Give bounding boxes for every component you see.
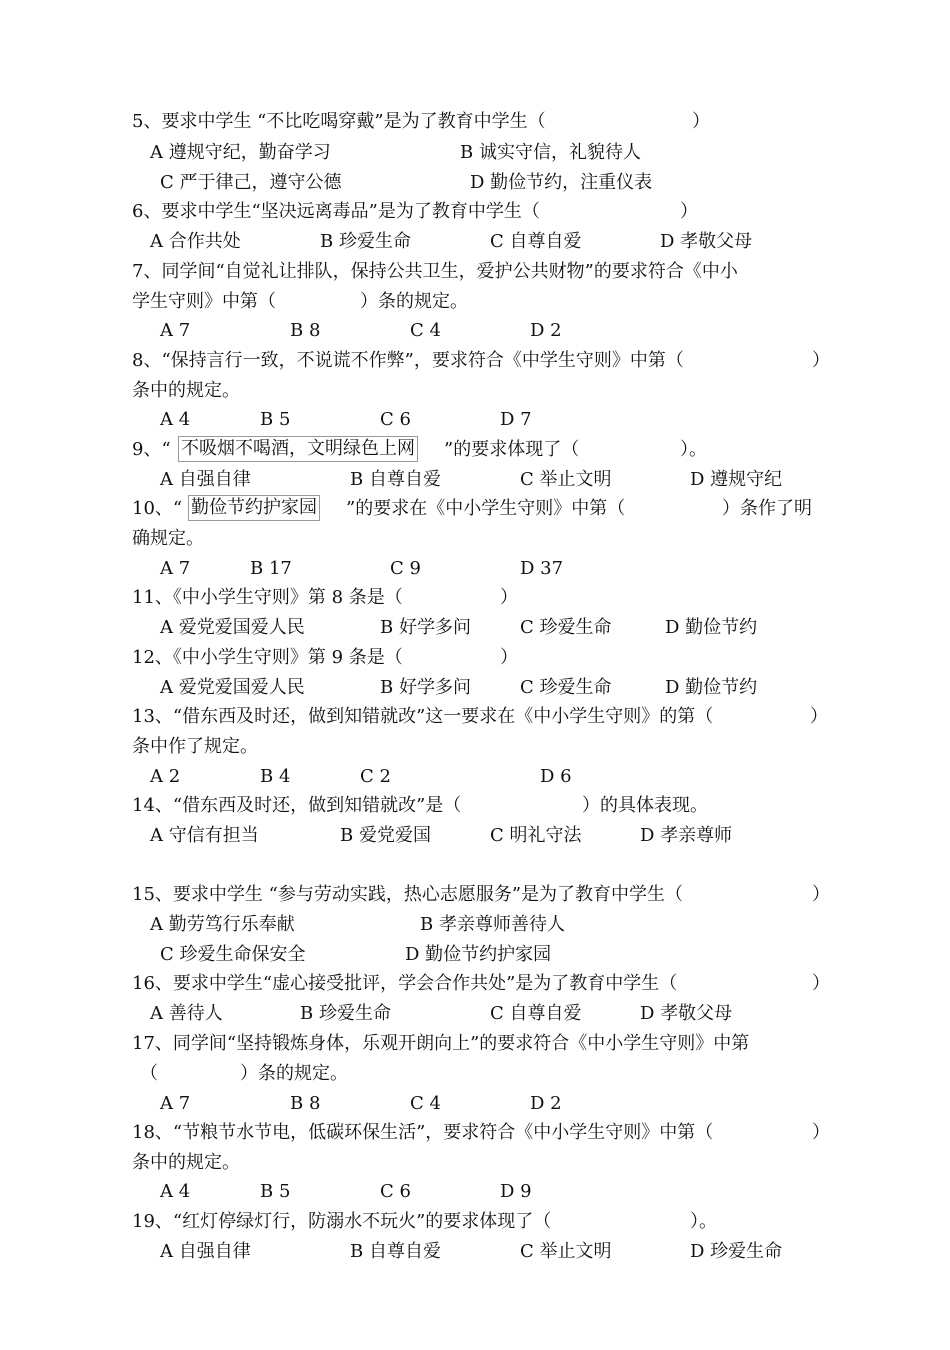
answer-option: A 4 [160, 1181, 191, 1202]
answer-option: C 自尊自爱 [490, 231, 582, 252]
answer-option: C 举止文明 [520, 1241, 612, 1262]
answer-option: D 珍爱生命 [690, 1241, 783, 1262]
answer-option: A 7 [160, 1093, 191, 1114]
question-text: 条中的规定。 [132, 380, 240, 401]
answer-option: A 自强自律 [160, 469, 251, 490]
answer-option: C 自尊自爱 [490, 1003, 582, 1024]
answer-option: D 2 [530, 1093, 562, 1114]
answer-option: B 孝亲尊师善待人 [420, 914, 565, 935]
answer-option: B 珍爱生命 [300, 1003, 391, 1024]
answer-option: C 2 [360, 766, 391, 787]
question-text: （ [140, 1063, 158, 1084]
answer-option: D 勤俭节约 [665, 677, 758, 698]
answer-option: D 孝敬父母 [660, 231, 753, 252]
question-text: ） [500, 647, 518, 668]
answer-option: B 爱党爱国 [340, 825, 431, 846]
answer-option: C 珍爱生命 [520, 677, 612, 698]
question-text: 13、“借东西及时还，做到知错就改”这一要求在《中小学生守则》的第（ [132, 706, 714, 727]
question-text: ） [812, 1122, 830, 1143]
answer-option: C 4 [410, 320, 441, 341]
answer-option: D 37 [520, 558, 564, 579]
highlighted-text: 不吸烟不喝酒，文明绿色上网 [178, 436, 418, 462]
question-text: ） [810, 706, 828, 727]
answer-option: A 7 [160, 558, 191, 579]
question-text: ）条作了明 [722, 498, 812, 519]
question-text: 15、要求中学生 “参与劳动实践，热心志愿服务”是为了教育中学生（ [132, 884, 684, 905]
answer-option: C 6 [380, 1181, 411, 1202]
question-text: 11、《中小学生守则》第 8 条是（ [132, 587, 403, 608]
answer-option: A 爱党爱国爱人民 [160, 677, 305, 698]
answer-option: B 好学多问 [380, 677, 471, 698]
question-text: 学生守则》中第（ [132, 291, 276, 312]
question-text: 9、“ [132, 439, 171, 460]
question-text: 10、“ [132, 498, 183, 519]
question-text: ） [692, 111, 710, 132]
answer-option: B 8 [290, 1093, 321, 1114]
answer-option: B 好学多问 [380, 617, 471, 638]
question-text: 8、“保持言行一致，不说谎不作弊”，要求符合《中学生守则》中第（ [132, 350, 684, 371]
highlighted-text: 勤俭节约护家园 [188, 495, 320, 521]
answer-option: B 5 [260, 409, 291, 430]
answer-option: C 严于律己，遵守公德 [160, 172, 342, 193]
question-text: ）。 [690, 1211, 717, 1232]
question-text: 条中作了规定。 [132, 736, 258, 757]
answer-option: B 诚实守信，礼貌待人 [460, 142, 641, 163]
question-text: 确规定。 [132, 528, 204, 549]
question-text: ） [812, 884, 830, 905]
answer-option: A 4 [160, 409, 191, 430]
answer-option: A 善待人 [150, 1003, 223, 1024]
answer-option: C 6 [380, 409, 411, 430]
question-text: ）条的规定。 [360, 291, 468, 312]
answer-option: C 珍爱生命 [520, 617, 612, 638]
question-text: ） [812, 973, 830, 994]
answer-option: D 孝亲尊师 [640, 825, 733, 846]
answer-option: D 遵规守纪 [690, 469, 783, 490]
answer-option: C 举止文明 [520, 469, 612, 490]
answer-option: D 勤俭节约护家园 [405, 944, 552, 965]
answer-option: C 明礼守法 [490, 825, 582, 846]
answer-option: D 7 [500, 409, 532, 430]
answer-option: A 2 [150, 766, 181, 787]
answer-option: A 守信有担当 [150, 825, 259, 846]
question-text: ）。 [680, 439, 707, 460]
question-text: 5、要求中学生 “不比吃喝穿戴”是为了教育中学生（ [132, 111, 546, 132]
question-text: ）条的规定。 [240, 1063, 348, 1084]
answer-option: B 4 [260, 766, 291, 787]
question-text: 6、要求中学生“坚决远离毒品”是为了教育中学生（ [132, 201, 540, 222]
answer-option: C 珍爱生命保安全 [160, 944, 306, 965]
question-text: 16、要求中学生“虚心接受批评，学会合作共处”是为了教育中学生（ [132, 973, 678, 994]
question-text: 19、“红灯停绿灯行，防溺水不玩火”的要求体现了（ [132, 1211, 552, 1232]
question-text: ”的要求在《中小学生守则》中第（ [346, 498, 626, 519]
answer-option: A 自强自律 [160, 1241, 251, 1262]
answer-option: B 17 [250, 558, 292, 579]
answer-option: B 自尊自爱 [350, 469, 441, 490]
answer-option: A 合作共处 [150, 231, 241, 252]
answer-option: B 珍爱生命 [320, 231, 411, 252]
answer-option: D 9 [500, 1181, 532, 1202]
question-text: 12、《中小学生守则》第 9 条是（ [132, 647, 403, 668]
question-text: ”的要求体现了（ [444, 439, 580, 460]
answer-option: C 9 [390, 558, 421, 579]
question-text: 14、“借东西及时还，做到知错就改”是（ [132, 795, 462, 816]
answer-option: A 勤劳笃行乐奉献 [150, 914, 295, 935]
question-text: ） [680, 201, 698, 222]
question-text: ） [812, 350, 830, 371]
question-text: ）的具体表现。 [582, 795, 708, 816]
answer-option: B 5 [260, 1181, 291, 1202]
question-text: 7、同学间“自觉礼让排队，保持公共卫生，爱护公共财物”的要求符合《中小 [132, 261, 738, 282]
answer-option: A 7 [160, 320, 191, 341]
question-text: 17、同学间“坚持锻炼身体，乐观开朗向上”的要求符合《中小学生守则》中第 [132, 1033, 750, 1054]
answer-option: A 爱党爱国爱人民 [160, 617, 305, 638]
answer-option: C 4 [410, 1093, 441, 1114]
answer-option: D 6 [540, 766, 572, 787]
answer-option: D 勤俭节约，注重仪表 [470, 172, 653, 193]
answer-option: D 2 [530, 320, 562, 341]
question-text: 条中的规定。 [132, 1152, 240, 1173]
answer-option: A 遵规守纪，勤奋学习 [150, 142, 331, 163]
answer-option: B 自尊自爱 [350, 1241, 441, 1262]
answer-option: D 勤俭节约 [665, 617, 758, 638]
question-text: ） [500, 587, 518, 608]
answer-option: D 孝敬父母 [640, 1003, 733, 1024]
question-text: 18、“节粮节水节电，低碳环保生活”，要求符合《中小学生守则》中第（ [132, 1122, 714, 1143]
answer-option: B 8 [290, 320, 321, 341]
